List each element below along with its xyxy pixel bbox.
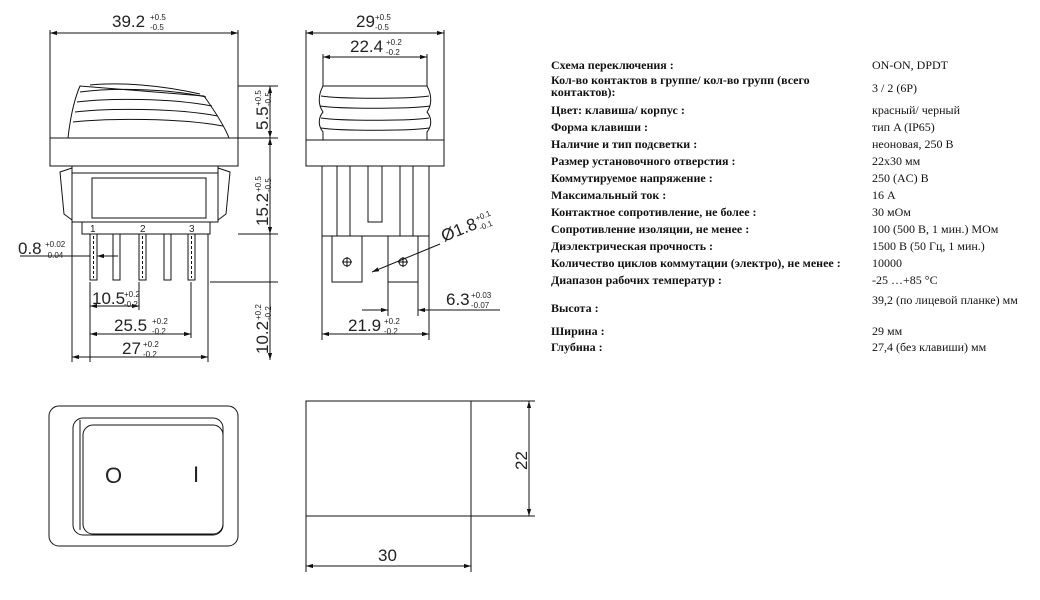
spec-label: Высота :: [551, 301, 599, 315]
specifications-table: [551, 57, 1031, 355]
tolerance-upper: +0.03: [471, 291, 492, 300]
tolerance-upper: +0.1: [473, 208, 493, 224]
spec-row: [551, 223, 1031, 240]
dimension-value: 39.2: [112, 12, 146, 31]
dimension-value: 0.8: [18, 239, 42, 258]
tolerance-lower: -0.2: [152, 327, 166, 336]
spec-value: 16 А: [872, 188, 896, 202]
dimension-value: 15.2: [253, 192, 272, 226]
spec-value: ON-ON, DPDT: [872, 58, 948, 72]
spec-value: 3 / 2 (6P): [872, 81, 917, 95]
dimension-value: 10.2: [253, 320, 272, 354]
spec-label: Размер установочного отверстия :: [551, 154, 736, 168]
spec-value: 29 мм: [872, 324, 903, 338]
spec-value: красный/ черный: [872, 103, 960, 117]
spec-row: [551, 274, 1031, 294]
dimension-value: 25.5: [114, 316, 148, 335]
tolerance-upper: +0.02: [45, 240, 66, 249]
spec-label: Диапазон рабочих температур :: [551, 273, 722, 287]
spec-label: Максимальный ток :: [551, 188, 667, 202]
spec-row: [551, 138, 1031, 155]
spec-row: [551, 321, 1031, 338]
pin-label: 1: [90, 224, 96, 235]
spec-value: тип A (IP65): [872, 120, 935, 134]
dimension-value: 6.3: [446, 290, 470, 309]
off-symbol: O: [105, 463, 123, 488]
spec-row: [551, 155, 1031, 172]
tolerance-lower: -0.2: [143, 350, 157, 359]
spec-value: 30 мОм: [872, 205, 911, 219]
spec-row: [551, 74, 1031, 104]
spec-value: 100 (500 В, 1 мин.) МОм: [872, 222, 999, 236]
spec-value: -25 …+85 °C: [872, 273, 938, 287]
spec-label: Ширина :: [551, 324, 605, 338]
spec-row: [551, 57, 1031, 74]
spec-row: [551, 121, 1031, 138]
spec-label: Контактное сопротивление, не более :: [551, 205, 757, 219]
spec-row: [551, 338, 1031, 355]
tolerance-lower: -0.5: [375, 23, 389, 32]
spec-row: [551, 294, 1031, 321]
panel-cutout: [306, 401, 535, 572]
spec-value: 39,2 (по лицевой планке) мм: [872, 293, 1018, 307]
dimension-value: 10.5: [92, 289, 126, 308]
spec-row: [551, 172, 1031, 189]
dimension-value: 27: [122, 339, 141, 358]
spec-value: 27,4 (без клавиши) мм: [872, 340, 987, 354]
tolerance-lower: -0.2: [264, 306, 273, 320]
dimension-value: 29: [356, 12, 375, 31]
tolerance-upper: +0.2: [143, 340, 159, 349]
dimension-value: Ø1.8: [438, 214, 480, 246]
tolerance-lower: -0.07: [471, 301, 490, 310]
tolerance-lower: -0.2: [124, 300, 138, 309]
on-symbol: I: [193, 462, 200, 487]
spec-value: неоновая, 250 В: [872, 137, 954, 151]
spec-row: [551, 189, 1031, 206]
spec-value: 1500 В (50 Гц, 1 мин.): [872, 239, 985, 253]
tolerance-upper: +0.2: [124, 290, 140, 299]
dimension-value: 5.5: [253, 106, 272, 130]
cutout-width: 30: [378, 546, 397, 565]
tolerance-lower: -0.2: [386, 48, 400, 57]
spec-label: Глубина :: [551, 340, 603, 354]
spec-label: Сопротивление изоляции, не менее :: [551, 222, 750, 236]
spec-value: 250 (AC) В: [872, 171, 929, 185]
tolerance-lower: -0.04: [45, 251, 64, 260]
spec-label: Количество циклов коммутации (электро), не менее :: [551, 256, 841, 270]
spec-row: [551, 104, 1031, 121]
tolerance-upper: +0.5: [254, 90, 263, 106]
spec-label: Схема переключения :: [551, 58, 674, 72]
tolerance-lower: -0.5: [150, 23, 164, 32]
spec-value: 22x30 мм: [872, 154, 921, 168]
spec-label: Коммутируемое напряжение :: [551, 171, 713, 185]
spec-label: Диэлектрическая прочность :: [551, 239, 714, 253]
tolerance-upper: +0.2: [152, 317, 168, 326]
spec-label: Цвет: клавиша/ корпус :: [551, 103, 685, 117]
tolerance-upper: +0.2: [254, 304, 263, 320]
tolerance-lower: -0.5: [264, 178, 273, 192]
cutout-height: 22: [512, 451, 531, 470]
pin-label: 2: [140, 224, 146, 235]
front-view: [49, 406, 238, 546]
spec-row: [551, 240, 1031, 257]
tolerance-upper: +0.5: [375, 13, 391, 22]
tolerance-upper: +0.5: [254, 176, 263, 192]
spec-value: 10000: [872, 256, 902, 270]
tolerance-upper: +0.5: [150, 13, 166, 22]
pin-label: 3: [189, 224, 195, 235]
tolerance-upper: +0.2: [386, 38, 402, 47]
spec-label: Кол-во контактов в группе/ кол-во групп (всего контактов):: [551, 73, 810, 99]
spec-row: [551, 257, 1031, 274]
dimension-value: 22.4: [350, 37, 384, 56]
side-view: [20, 30, 278, 362]
tolerance-lower: -0.2: [384, 327, 398, 336]
spec-row: [551, 206, 1031, 223]
spec-label: Форма клавиши :: [551, 120, 648, 134]
spec-label: Наличие и тип подсветки :: [551, 137, 698, 151]
dimension-value: 21.9: [348, 316, 382, 335]
tolerance-lower: -0.1: [477, 218, 494, 233]
tolerance-upper: +0.2: [384, 317, 400, 326]
tolerance-lower: -0.5: [264, 92, 273, 106]
